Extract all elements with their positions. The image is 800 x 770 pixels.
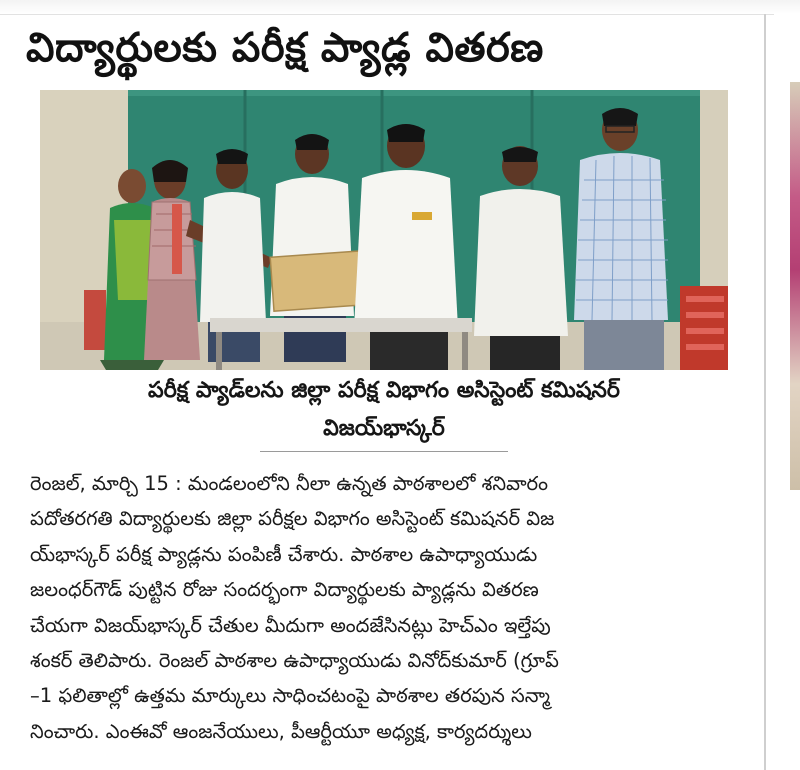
caption-underline (260, 451, 508, 452)
article-headline: విద్యార్థులకు పరీక్ష ప్యాడ్ల వితరణ (26, 25, 544, 71)
article-body (30, 466, 746, 749)
body-line: య్‌భాస్కర్ పరీక్ష ప్యాడ్లను పంపిణీ చేశారు. పాఠశాల ఉపాధ్యాయుడు (30, 542, 538, 566)
body-line: నించారు. ఎంఈవో ఆంజనేయులు, పీఆర్టీయూ అధ్యక్ష, కార్యదర్శులు (30, 719, 532, 743)
body-line: పదోతరగతి విద్యార్థులకు జిల్లా పరీక్షల విభాగం అసిస్టెంట్ కమిషనర్ విజ (30, 507, 555, 531)
caption-line: విజయ్‌భాస్కర్ (323, 416, 445, 441)
body-line: జలంధర్‌గౌడ్ పుట్టిన రోజు సందర్భంగా విద్యార్థులకు ప్యాడ్లను వితరణ (30, 578, 539, 602)
body-line: –1 ఫలితాల్లో ఉత్తమ మార్కులు సాధించటంపై పాఠశాల తరపున సన్మా (30, 684, 550, 708)
page-top-edge (0, 0, 800, 15)
body-line: రెంజల్, మార్చి 15 : మండలంలోని నీలా ఉన్నత పాఠశాలలో శనివారం (30, 472, 548, 495)
adjacent-photo-edge (790, 82, 800, 490)
article-photo (40, 90, 728, 370)
body-line: శంకర్ తెలిపారు. రెంజల్ పాఠశాల ఉపాధ్యాయుడు వినోద్‌కుమార్ (గ్రూప్ (30, 649, 559, 673)
column-divider (764, 14, 766, 770)
photo-illustration (40, 90, 728, 370)
photo-caption (60, 372, 708, 448)
body-line: చేయగా విజయ్‌భాస్కర్ చేతుల మీదుగా అందజేసినట్లు హెచ్‌ఎం ఇల్తేపు (30, 613, 551, 637)
caption-line: పరీక్ష ప్యాడ్‌లను జిల్లా పరీక్ష విభాగం అసిస్టెంట్ కమిషనర్ (148, 378, 620, 403)
